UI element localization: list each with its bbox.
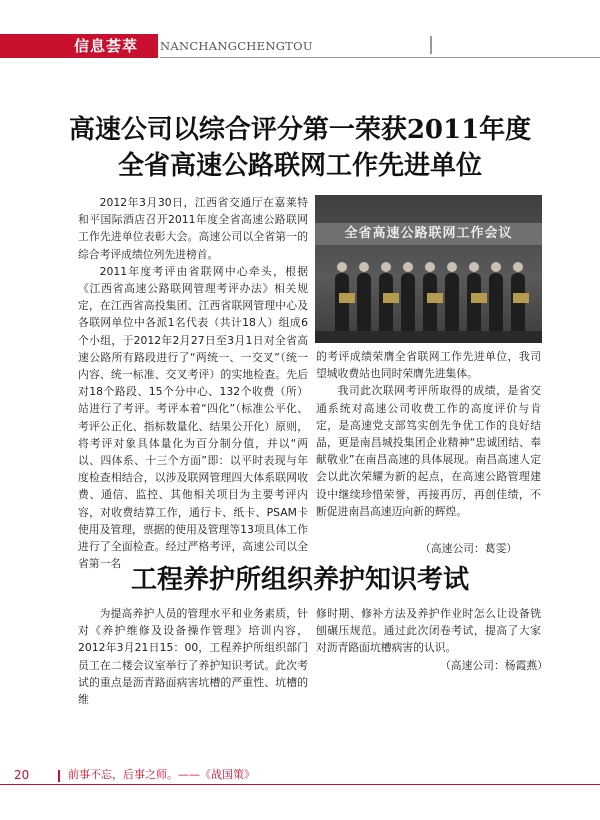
photo-banner-text: 全省高速公路联网工作会议: [315, 223, 542, 245]
photo-figure: [489, 273, 503, 331]
page-number: 20: [14, 768, 30, 782]
article1-paragraph: 我司此次联网考评所取得的成绩，是省交通系统对高速公司收费工作的高度评价与肯定，是高速党支部笃实创先争优工作的良好结晶，更是南昌城投集团企业精神“忠诚团结、奉献敬业”在南昌高速的具体展现。南昌高速人定会以此次荣耀为新的起点，在高速公路管理建设中继续珍惜荣誉，再接再厉，再创佳绩，不断促进南昌高速迈向新的辉煌。: [316, 384, 541, 518]
photo-figure: [445, 273, 459, 331]
award-ceremony-photo: [315, 195, 542, 343]
article1-title-line2: 全省高速公路联网工作先进单位: [117, 151, 482, 181]
photo-floor: [315, 331, 542, 343]
article2-right-column: [316, 605, 541, 657]
header-rule: [160, 57, 600, 58]
article1-right-column: [316, 348, 541, 520]
article2-title: 工程养护所组织养护知识考试: [130, 565, 469, 595]
article1-paragraph: 2011年度考评由省联网中心牵头，根据《江西省高速公路联网管理考评办法》相关规定，在江西省高投集团、江西省联网管理中心及各联网单位中各派1名代表（共计18人）组成6个小组，于2012年2月27日至3月1日对全省高速公路所有路段进行了“两统一、一交叉”（统一内容、统一标准、交叉考评）的实地检查。先后对18个路段、15个分中心、132个收费（所）站进行了考评。考评本着“四化”（标准公平化、考评公正化、指标数量化、结果公开化）原则，将考评对象具体量化为百分制分值，并以“两以、四体系、十三个方面”即：以平时表现与年度检查相结合，以涉及联网管理四大体系联网收费、通信、监控、其他相关项目为主要考评内容，对收费结算工作，通行卡、纸卡、PSAM卡使用及管理，票据的使用及管理等13项具体工作进行了全面检查。经过严格考评，高速公司以全省第一名: [78, 264, 308, 571]
footer-rule: [0, 784, 600, 785]
article1-paragraph: 2012年3月30日，江西省交通厅在嘉莱特和平国际酒店召开2011年度全省高速公路联网工作先进单位表彰大会。高速公司以全省第一的综合考评成绩位列先进榜首。: [78, 196, 308, 261]
article2-left-column: [78, 605, 308, 708]
section-label: 信息荟萃: [74, 37, 139, 55]
article1-title: [0, 112, 600, 184]
section-latin-label: NANCHANGCHENGTOU: [160, 39, 313, 53]
footer-divider: [58, 770, 60, 782]
photo-figure: [357, 273, 371, 331]
photo-plaque: [471, 293, 487, 303]
article2-paragraph: 为提高养护人员的管理水平和业务素质，针对《养护维修及设备操作管理》培训内容，2012年3月21日15：00，工程养护所组织部门员工在二楼会议室举行了养护知识考试。此次考试的重点是沥青路面病害坑槽的严重性、坑槽的维: [78, 607, 308, 707]
footer-quote: 前事不忘，后事之师。——《战国策》: [68, 768, 255, 781]
article2-paragraph: 修时期、修补方法及养护作业时怎么让设备铣刨碾压规范。通过此次闭卷考试，提高了大家对沥青路面坑槽病害的认识。: [316, 607, 541, 655]
photo-plaque: [513, 293, 529, 303]
photo-plaque: [383, 293, 399, 303]
photo-plaque: [427, 293, 443, 303]
photo-plaque: [339, 293, 355, 303]
article1-left-column: [78, 194, 308, 572]
section-header: [0, 34, 600, 58]
article2-signature: （高速公司：杨霞燕）: [440, 659, 548, 672]
article1-paragraph: 的考评成绩荣膺全省联网工作先进单位，我司望城收费站也同时荣膺先进集体。: [316, 350, 541, 381]
header-divider: [430, 36, 432, 54]
article1-title-line1: 高速公司以综合评分第一荣获2011年度: [68, 115, 532, 145]
article1-signature: （高速公司：葛雯）: [420, 542, 518, 555]
photo-figure: [401, 273, 415, 331]
